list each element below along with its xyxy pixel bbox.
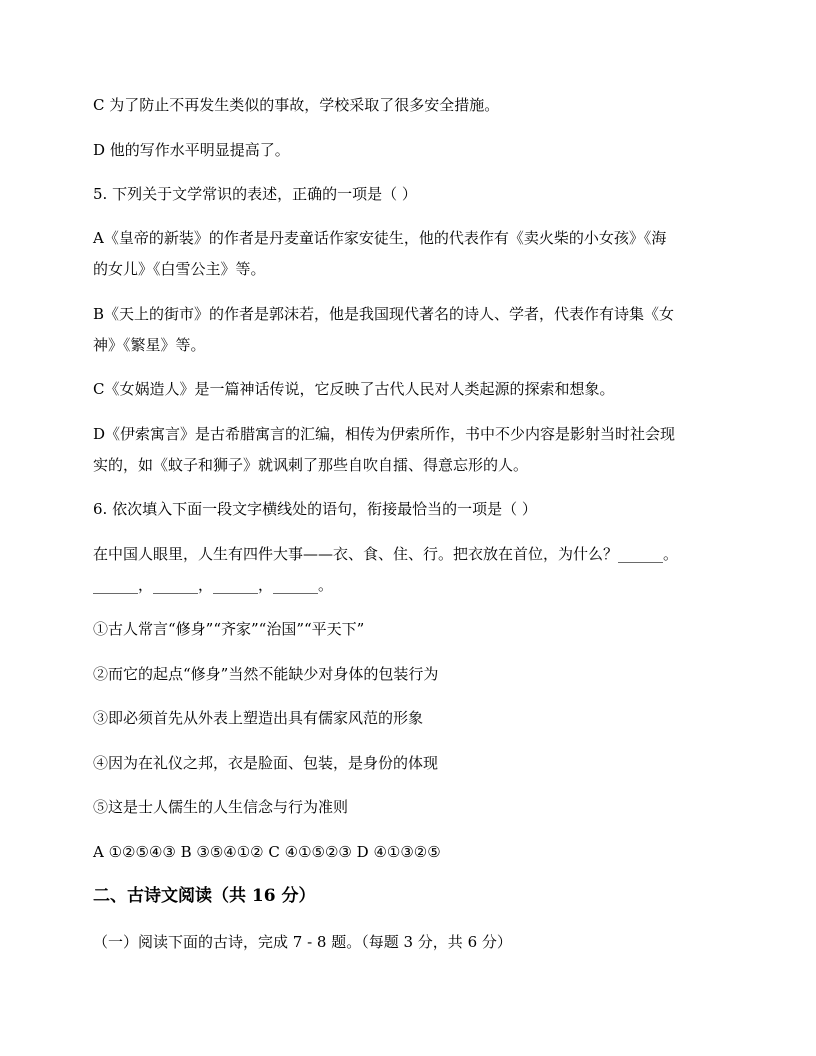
q5-option-b-line1: B《天上的街市》的作者是郭沫若，他是我国现代著名的诗人、学者，代表作有诗集《女 <box>93 305 675 323</box>
q6-item-5: ⑤这是士人儒生的人生信念与行为准则 <box>93 798 349 816</box>
q5-option-a-line1: A《皇帝的新装》的作者是丹麦童话作家安徒生，他的代表作有《卖火柴的小女孩》《海 <box>93 229 667 247</box>
q6-item-2: ②而它的起点“修身”当然不能缺少对身体的包装行为 <box>93 665 439 683</box>
q6-passage-blanks: ______，______，______，______。 <box>93 576 334 594</box>
q5-option-a-line2: 的女儿》《白雪公主》等。 <box>93 260 266 278</box>
q6-passage-line1: 在中国人眼里，人生有四件大事——衣、食、住、行。把衣放在首位，为什么？______。 <box>93 545 679 563</box>
q5-option-d-line1: D《伊索寓言》是古希腊寓言的汇编，相传为伊索所作，书中不少内容是影射当时社会现 <box>93 425 676 443</box>
option-d-line: D 他的写作水平明显提高了。 <box>93 141 290 159</box>
q6-item-3: ③即必须首先从外表上塑造出具有儒家风范的形象 <box>93 709 424 727</box>
option-c-line: C 为了防止不再发生类似的事故，学校采取了很多安全措施。 <box>93 96 500 114</box>
q6-item-4: ④因为在礼仪之邦，衣是脸面、包装，是身份的体现 <box>93 754 439 772</box>
question-6-stem: 6. 依次填入下面一段文字横线处的语句，衔接最恰当的一项是（ ） <box>93 500 537 518</box>
q6-answer-options: A ①②⑤④③ B ③⑤④①② C ④①⑤②③ D ④①③②⑤ <box>93 843 441 861</box>
question-5-stem: 5. 下列关于文学常识的表述，正确的一项是（ ） <box>93 185 417 203</box>
subsection-instruction: （一）阅读下面的古诗，完成 7 - 8 题。（每题 3 分，共 6 分） <box>93 933 512 951</box>
q5-option-c: C《女娲造人》是一篇神话传说，它反映了古代人民对人类起源的探索和想象。 <box>93 380 615 398</box>
q5-option-b-line2: 神》《繁星》等。 <box>93 336 206 354</box>
section-heading: 二、古诗文阅读（共 16 分） <box>93 886 316 906</box>
q6-item-1: ①古人常言“修身”“齐家”“治国”“平天下” <box>93 620 365 638</box>
q5-option-d-line2: 实的，如《蚊子和狮子》就讽刺了那些自吹自擂、得意忘形的人。 <box>93 456 529 474</box>
